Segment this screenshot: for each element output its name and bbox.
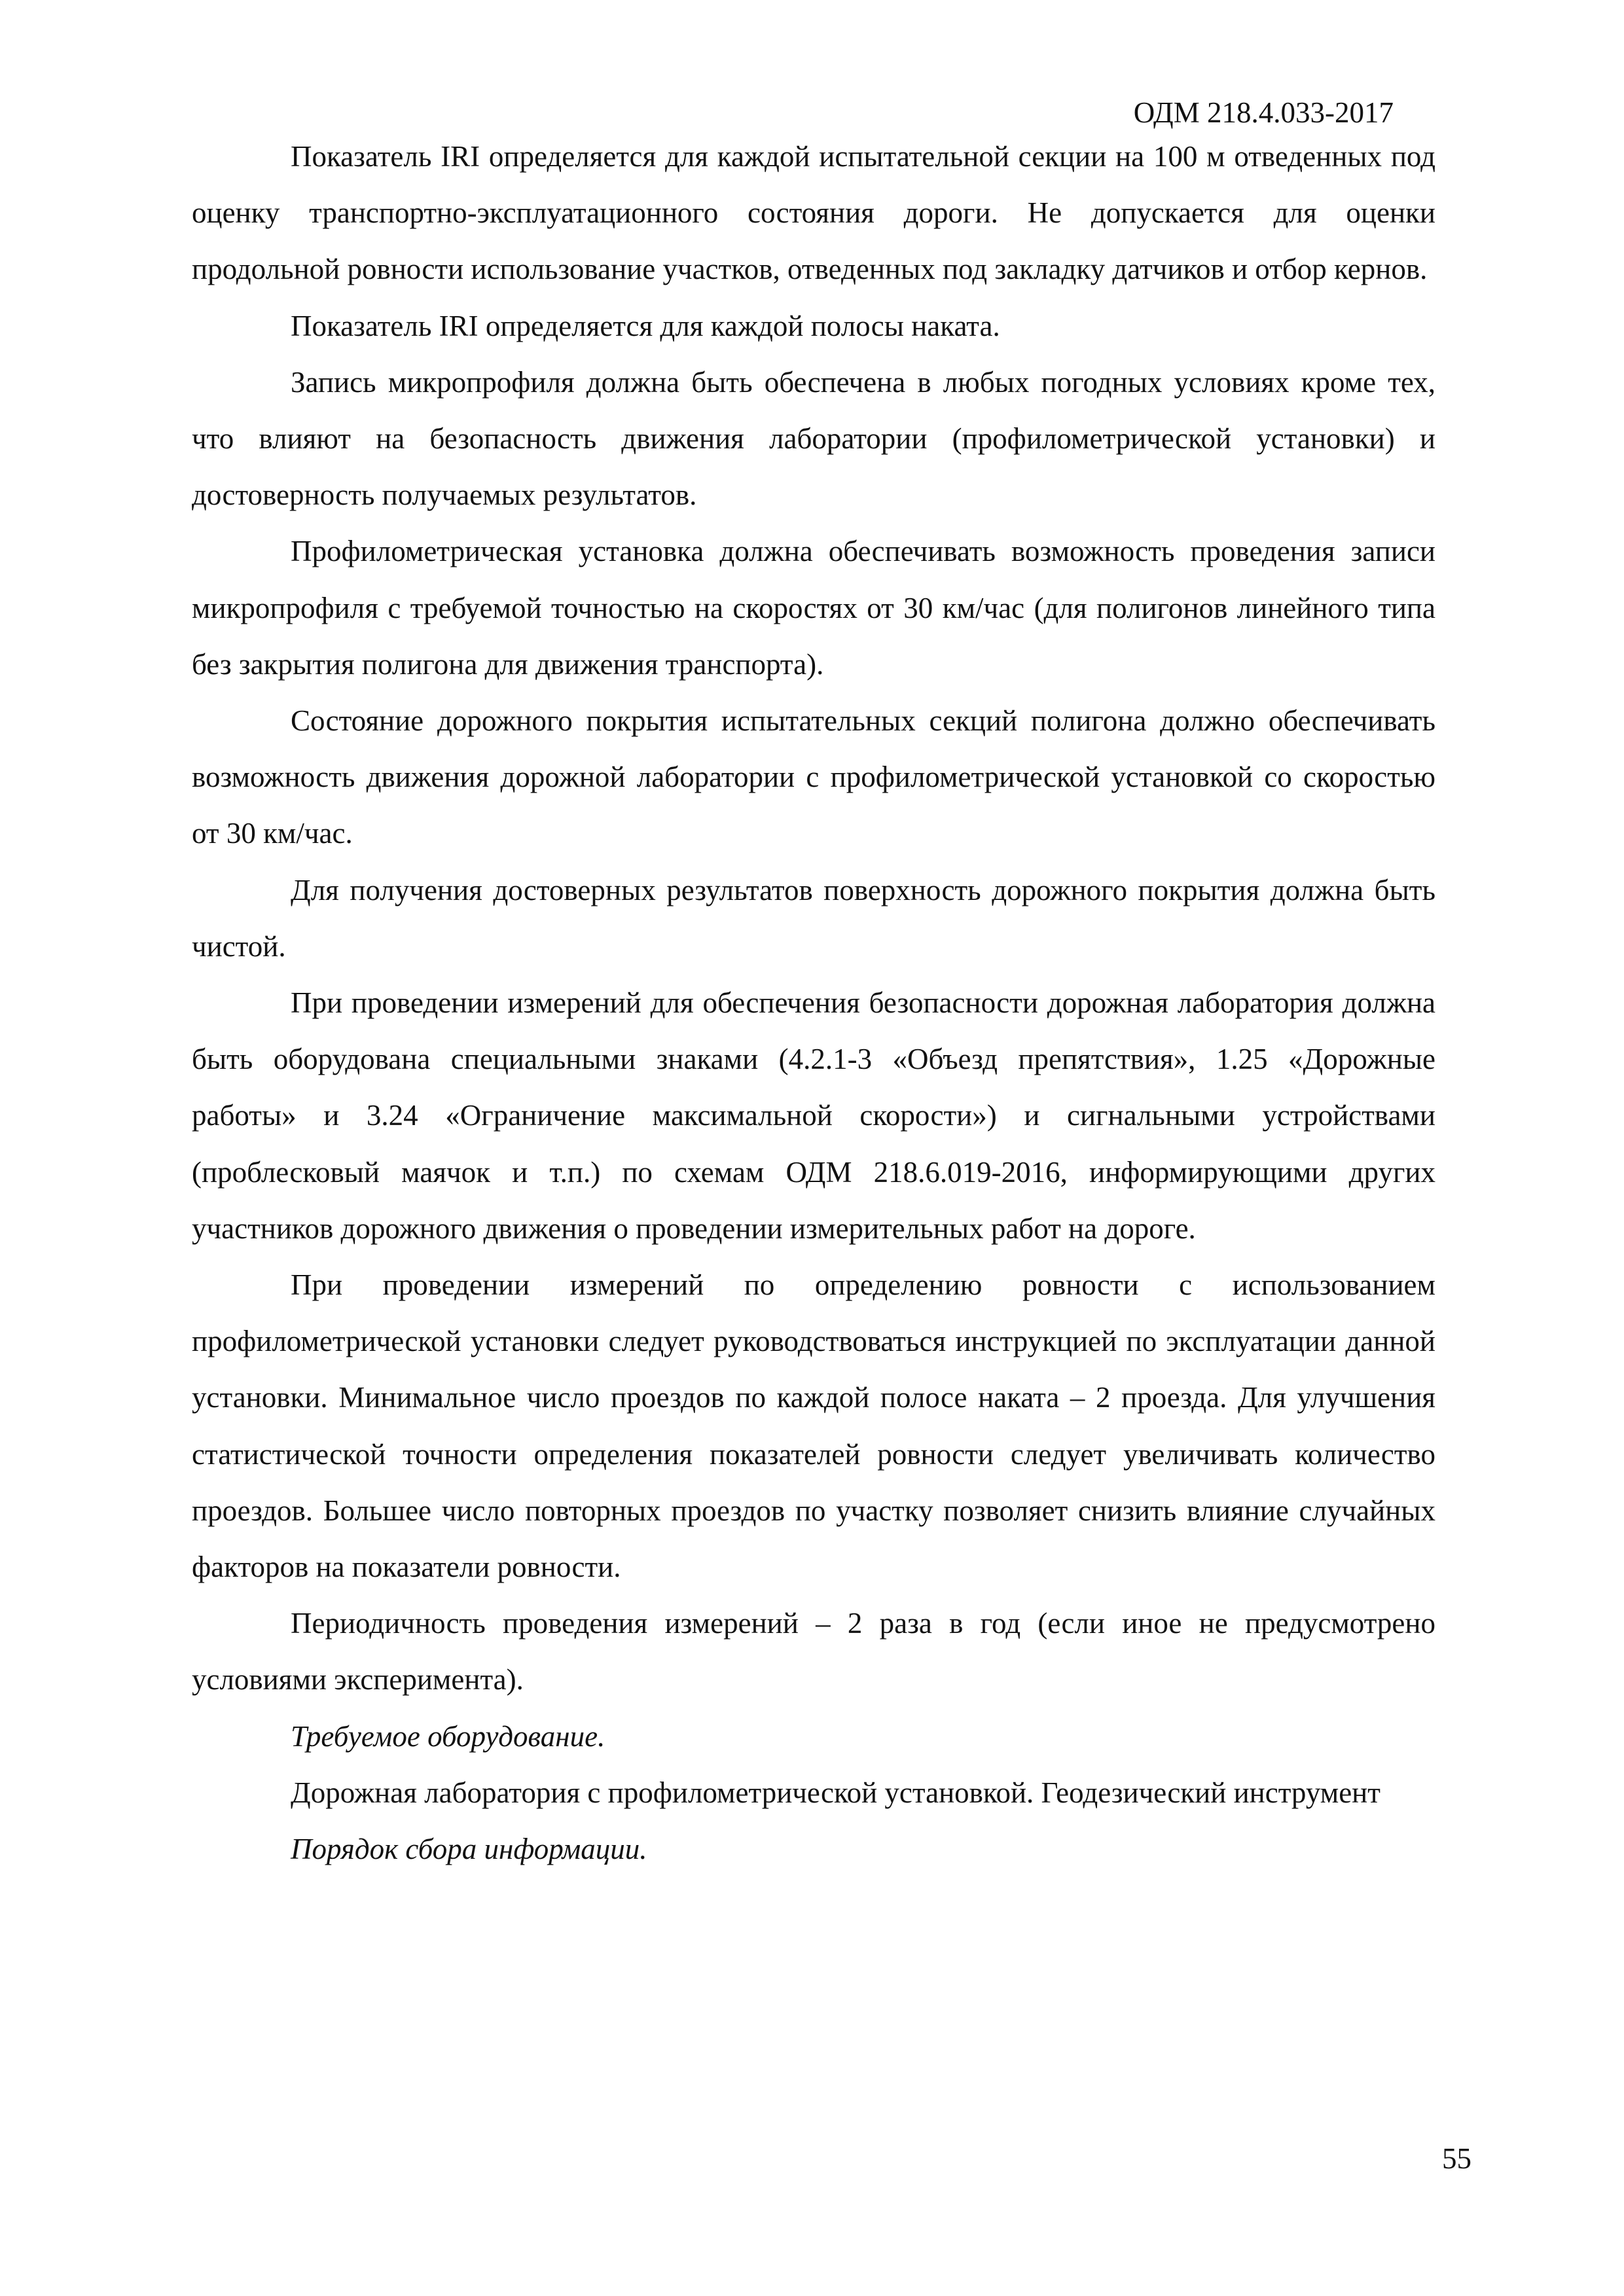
paragraph-iri-per-lane: Показатель IRI определяется для каждой полосы наката. <box>291 309 1000 342</box>
subheading-data-collection: Порядок сбора информации. <box>291 1833 647 1866</box>
paragraph-safety-signs: При проведении измерений для обеспечения безопасности дорожная лаборатория должна быть оборудована специальными знаками (4.2.1-3 «Объезд препятствия», 1.25 «Дорожные работы» и 3.24 «Ограничение максимальной скорости») и сигнальными устройствами (проблесковый маячок и т.п.) по схемам ОДМ 218.6.019-2016, информирующими других участников дорожного движения о проведении измерительных работ на дороге. <box>192 986 1435 1245</box>
page-number: 55 <box>1442 2142 1471 2175</box>
paragraph-iri-per-section: Показатель IRI определяется для каждой испытательной секции на 100 м отведенных под оценку транспортно-эксплуатационного состояния дороги. Не допускается для оценки продольной ровности использование участков, отведенных под закладку датчиков и отбор кернов. <box>192 140 1435 286</box>
paragraph-profilometer-speed: Профилометрическая установка должна обеспечивать возможность проведения записи микропрофиля с требуемой точностью на скоростях от 30 км/час (для полигонов линейного типа без закрытия полигона для движения транспорта). <box>192 535 1435 681</box>
paragraph-microprofile-weather: Запись микропрофиля должна быть обеспечена в любых погодных условиях кроме тех, что влияют на безопасность движения лаборатории (профилометрической установки) и достоверность получаемых результатов. <box>192 365 1435 512</box>
paragraph-clean-surface: Для получения достоверных результатов поверхность дорожного покрытия должна быть чистой. <box>192 873 1435 963</box>
body-text <box>192 128 1435 1877</box>
paragraph-equipment-list: Дорожная лаборатория с профилометрической установкой. Геодезический инструмент <box>291 1776 1380 1809</box>
document-code-header: ОДМ 218.4.033-2017 <box>1133 96 1394 129</box>
paragraph-pavement-condition: Состояние дорожного покрытия испытательных секций полигона должно обеспечивать возможность движения дорожной лаборатории с профилометрической установкой со скоростью от 30 км/час. <box>192 704 1435 850</box>
paragraph-measurement-passes: При проведении измерений по определению ровности с использованием профилометрической установки следует руководствоваться инструкцией по эксплуатации данной установки. Минимальное число проездов по каждой полосе наката – 2 проезда. Для улучшения статистической точности определения показателей ровности следует увеличивать количество проездов. Большее число повторных проездов по участку позволяет снизить влияние случайных факторов на показатели ровности. <box>192 1268 1435 1584</box>
paragraph-measurement-frequency: Периодичность проведения измерений – 2 раза в год (если иное не предусмотрено условиями эксперимента). <box>192 1607 1435 1696</box>
subheading-required-equipment: Требуемое оборудование. <box>291 1719 605 1753</box>
